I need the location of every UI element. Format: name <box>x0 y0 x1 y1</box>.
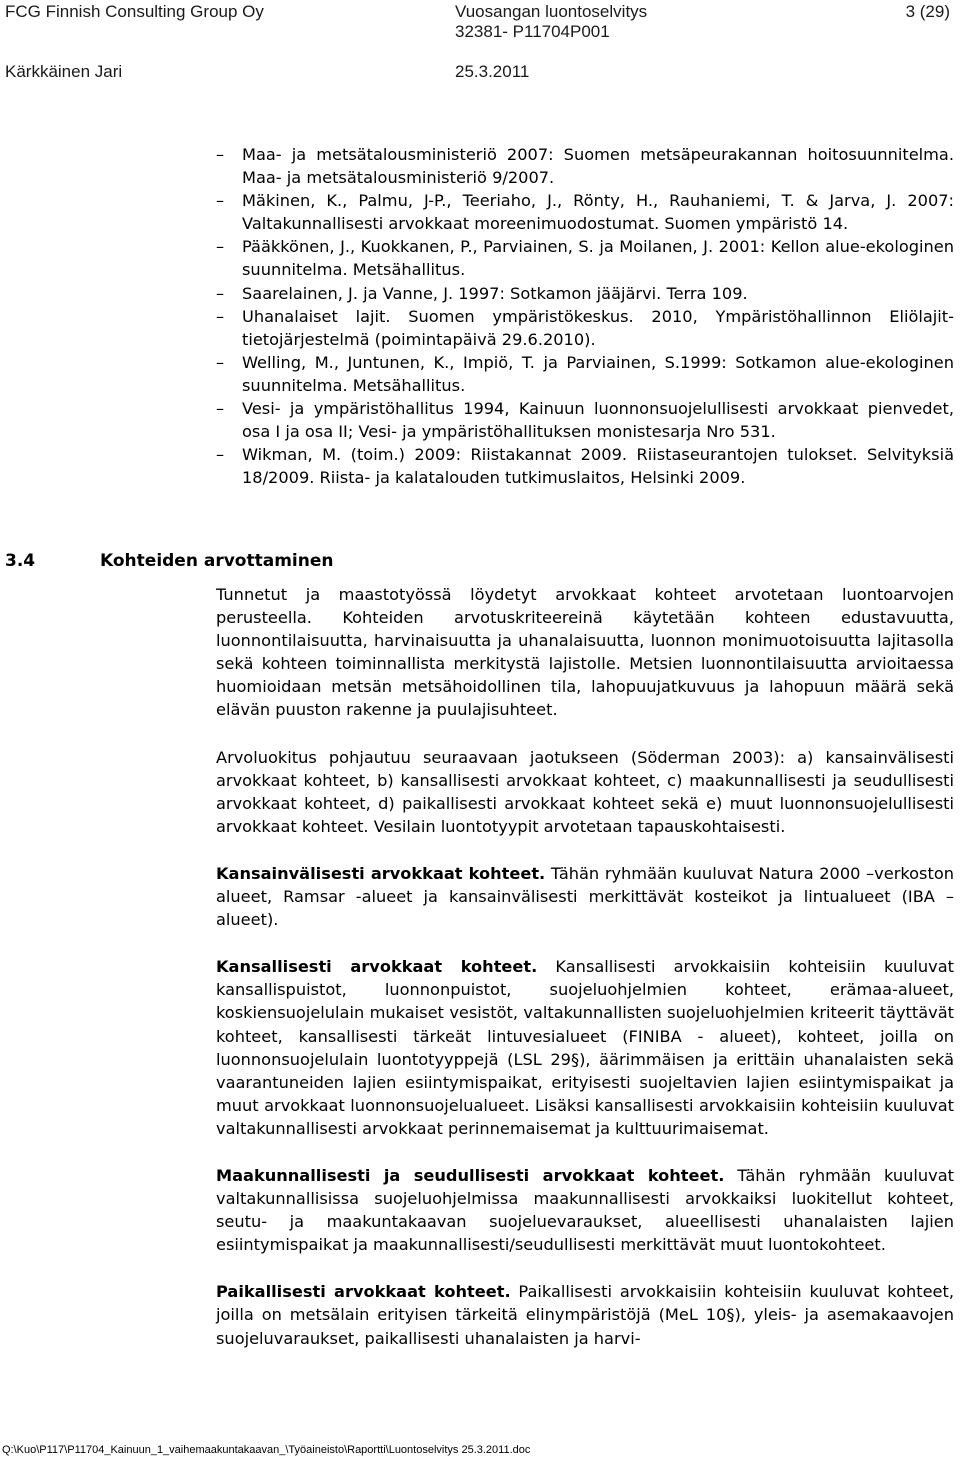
dash-bullet: – <box>216 283 225 303</box>
page-header <box>0 0 960 80</box>
reference-item <box>216 282 954 305</box>
author-name: Kärkkäinen Jari <box>5 62 123 81</box>
reference-text: Uhanalaiset lajit. Suomen ympäristökeskus. 2010, Ympäristöhallinnon Eliölajit-tietojärjestelmä (poimintapäivä 29.6.2010). <box>242 306 954 349</box>
dash-bullet: – <box>216 445 225 465</box>
dash-bullet: – <box>216 237 225 257</box>
paragraph-text: Kansallisesti arvokkaisiin kohteisiin kuuluvat kansallispuistot, luonnonpuistot, suojeluohjelmien kohteet, erämaa-alueet, koskiensuojelulain mukaiset vesistöt, valtakunnallisten suojeluohjelmien kriteerit täyttävät kohteet, kansallisesti tärkeät lintuvesialueet (FINIBA - alueet), kohteet, joilla on luonnonsuojelulain luontotyyppejä (LSL 29§), äärimmäisen ja erittäin uhanalaisten sekä vaarantuneiden lajien esiintymispaikat, erityisesti suojeltavien lajien esiintymispaikat ja muut arvokkaat luonnonsuojelualueet. Lisäksi kansallisesti arvokkaisiin kohteisiin kuuluvat valtakunnallisesti arvokkaat perinnemaisemat ja kulttuurimaisemat. <box>216 957 954 1138</box>
company-name: FCG Finnish Consulting Group Oy <box>5 2 264 21</box>
dash-bullet: – <box>216 399 225 419</box>
reference-text: Maa- ja metsätalousministeriö 2007: Suomen metsäpeurakannan hoitosuunnitelma. Maa- ja metsätalousministeriö 9/2007. <box>242 145 954 188</box>
reference-text: Wikman, M. (toim.) 2009: Riistakannat 2009. Riistaseurantojen tulokset. Selvityksiä 18/2009. Riista- ja kalatalouden tutkimuslaitos, Helsinki 2009. <box>242 445 954 488</box>
dash-bullet: – <box>216 191 225 211</box>
reference-item <box>216 235 954 281</box>
section-body <box>216 583 954 1374</box>
paragraph-text: Tunnetut ja maastotyössä löydetyt arvokkaat kohteet arvotetaan luontoarvojen perusteella. Kohteiden arvotuskriteereinä käytetään kohteen edustavuutta, luonnontilaisuutta, harvinaisuutta ja uhanalaisuutta, luonnon monimuotoisuutta lajitasolla sekä kohteen toiminnallista merkitystä lajistolle. Metsien luonnontilaisuutta arvioitaessa huomioidaan metsän metsähoidollinen tila, lahopuujatkuvuus ja lahopuun määrä sekä elävän puuston rakenne ja puulajisuhteet. <box>216 585 954 720</box>
reference-item <box>216 143 954 189</box>
paragraph-lead: Kansainvälisesti arvokkaat kohteet. <box>216 863 546 883</box>
paragraph-text: Tähän ryhmään kuuluvat Natura 2000 –verkoston alueet, Ramsar -alueet ja kansainvälisesti merkittävät kosteikot ja lintualueet (IBA –alueet). <box>216 863 954 930</box>
page-number: 3 (29) <box>905 2 950 21</box>
paragraph <box>216 1164 954 1256</box>
dash-bullet: – <box>216 145 225 164</box>
reference-list <box>216 143 954 489</box>
section-number: 3.4 <box>5 551 36 571</box>
reference-text: Mäkinen, K., Palmu, J-P., Teeriaho, J., Rönty, H., Rauhaniemi, T. & Jarva, J. 2007: Valtakunnallisesti arvokkaat moreenimuodostumat. Suomen ympäristö 14. <box>242 191 954 234</box>
reference-text: Welling, M., Juntunen, K., Impiö, T. ja Parviainen, S.1999: Sotkamon alue-ekologinen suunnitelma. Metsähallitus. <box>242 352 954 395</box>
paragraph-lead: Maakunnallisesti ja seudullisesti arvokkaat kohteet. <box>216 1165 725 1185</box>
document-title: Vuosangan luontoselvitys <box>455 2 648 21</box>
reference-text: Pääkkönen, J., Kuokkanen, P., Parviainen, S. ja Moilanen, J. 2001: Kellon alue-ekologinen suunnitelma. Metsähallitus. <box>242 237 954 280</box>
paragraph-text: Arvoluokitus pohjautuu seuraavaan jaotukseen (Söderman 2003): a) kansainvälisesti arvokkaat kohteet, b) kansallisesti arvokkaat kohteet, c) maakunnallisesti ja seudullisesti arvokkaat kohteet, d) paikallisesti arvokkaat kohteet sekä e) muut luonnonsuojelullisesti arvokkaat kohteet. Vesilain luontotyypit arvotetaan tapauskohtaisesti. <box>216 747 954 836</box>
dash-bullet: – <box>216 306 225 326</box>
paragraph <box>216 862 954 931</box>
reference-item <box>216 305 954 351</box>
dash-bullet: – <box>216 352 225 372</box>
reference-text: Saarelainen, J. ja Vanne, J. 1997: Sotkamon jääjärvi. Terra 109. <box>242 283 748 303</box>
document-date: 25.3.2011 <box>455 62 530 81</box>
reference-item <box>216 397 954 443</box>
paragraph <box>216 746 954 838</box>
reference-text: Vesi- ja ympäristöhallitus 1994, Kainuun luonnonsuojelullisesti arvokkaat pienvedet, osa I ja osa II; Vesi- ja ympäristöhallituksen monistesarja Nro 531. <box>242 399 954 442</box>
project-number: 32381- P11704P001 <box>455 22 610 41</box>
paragraph <box>216 955 954 1140</box>
reference-item <box>216 443 954 489</box>
paragraph <box>216 583 954 722</box>
footer-file-path: Q:\Kuo\P117\P11704_Kainuun_1_vaihemaakuntakaavan_\Työaineisto\Raportti\Luontoselvitys 25.3.2011.doc <box>2 1444 531 1456</box>
paragraph-text: Tähän ryhmään kuuluvat valtakunnallisissa suojeluohjelmissa maakunnallisesti arvokkaiksi luokitellut kohteet, seutu- ja maakuntakaavan suojeluevaraukset, alueellisesti uhanalaisten lajien esiintymispaikat ja maakunnallisesti/seudullisesti merkittävät muut luontokohteet. <box>216 1165 954 1255</box>
paragraph <box>216 1280 954 1349</box>
paragraph-lead: Kansallisesti arvokkaat kohteet. <box>216 957 538 977</box>
section-title: Kohteiden arvottaminen <box>100 551 334 571</box>
reference-item <box>216 351 954 397</box>
paragraph-text: Paikallisesti arvokkaisiin kohteisiin kuuluvat kohteet, joilla on metsälain erityisen tärkeitä elinympäristöjä (MeL 10§), yleis- ja asemakaavojen suojeluvaraukset, paikallisesti uhanalaisten ja harvi- <box>216 1282 955 1348</box>
section-heading <box>5 551 333 571</box>
reference-item <box>216 189 954 235</box>
paragraph-lead: Paikallisesti arvokkaat kohteet. <box>216 1282 511 1302</box>
